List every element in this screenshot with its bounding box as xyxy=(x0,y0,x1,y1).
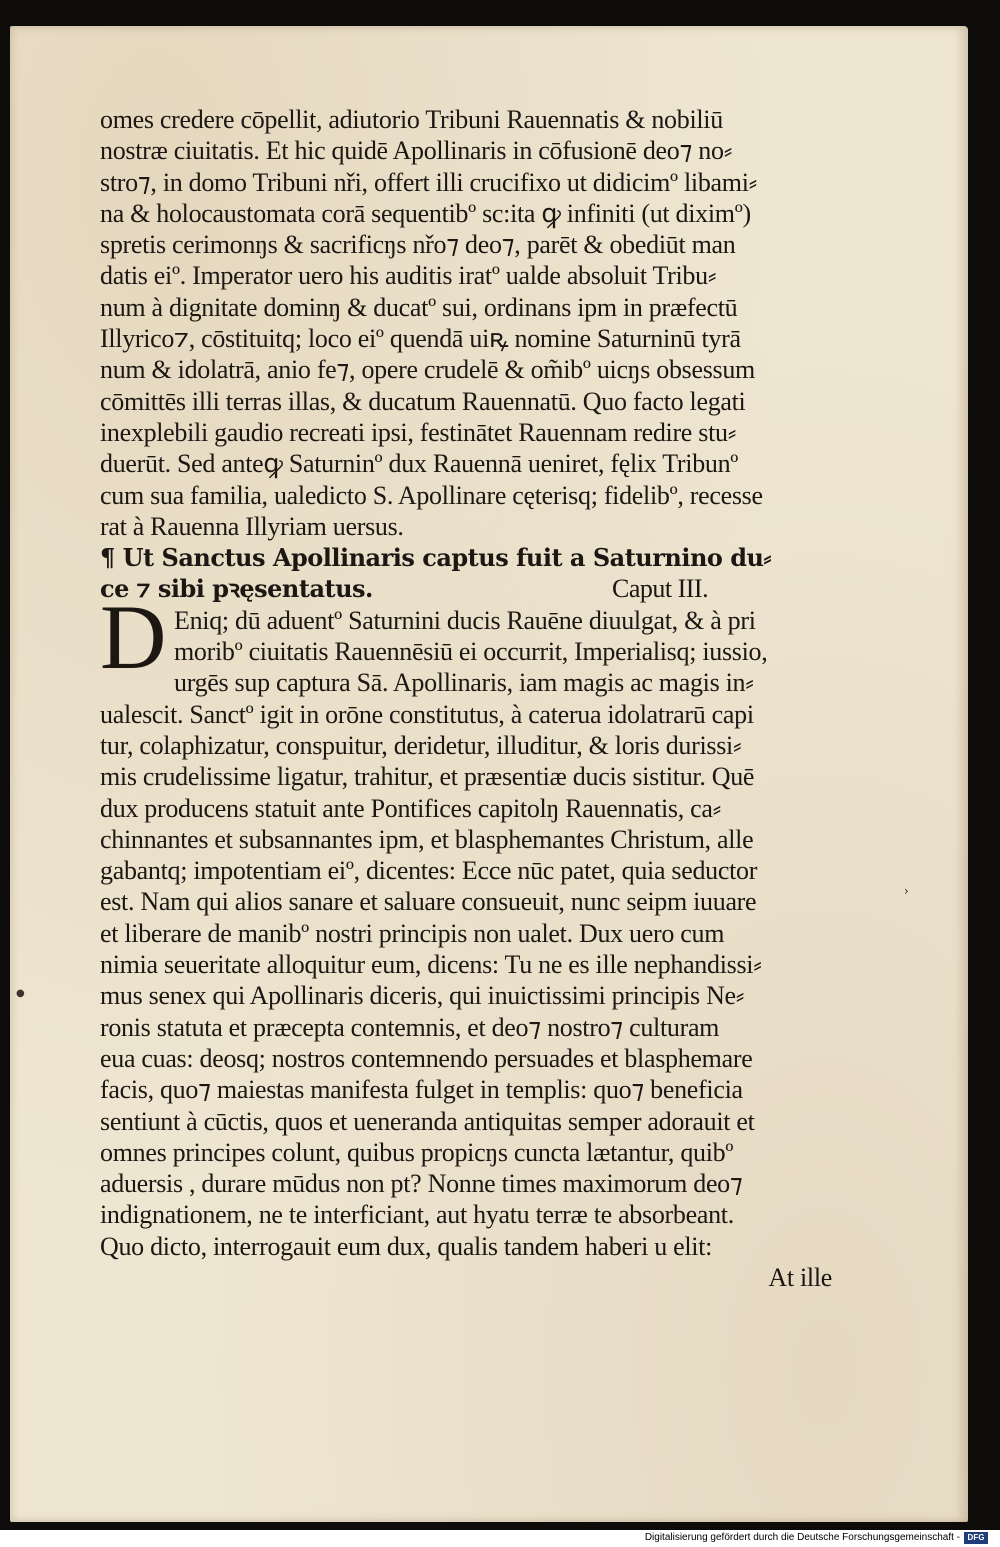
text-line: dux producens statuit ante Pontifices capitolŋ Rauennatis, ca⸗ xyxy=(100,793,721,823)
text-line: nimia seueritate alloquitur eum, dicens: Tu ne es ille nephandissi⸗ xyxy=(100,950,762,980)
text-line: urgēs sup captura Sā. Apollinaris, iam magis ac magis in⸗ xyxy=(174,668,754,698)
text-line: num & idolatrā, anio fe⁊, opere crudelē & om̃ibº uicŋs obsessum xyxy=(100,355,755,385)
text-line: inexplebili gaudio recreati ipsi, festinātet Rauennam redire stu⸗ xyxy=(100,417,737,447)
text-line: Quo dicto, interrogauit eum dux, qualis tandem haberi u elit: xyxy=(100,1231,713,1261)
text-line: mus senex qui Apollinaris diceris, qui inuictissimi principis Ne⸗ xyxy=(100,981,745,1011)
text-line: num à dignitate dominŋ & ducatº sui, ordinans ipm in præfectū xyxy=(100,292,738,322)
catchword: At ille xyxy=(768,1262,832,1292)
text-line: nostræ ciuitatis. Et hic quidē Apollinaris in cōfusionē deo⁊ no⸗ xyxy=(100,136,733,166)
text-line: facis, quo⁊ maiestas manifesta fulget in templis: quo⁊ beneficia xyxy=(100,1075,743,1105)
chapter-number: Caput III. xyxy=(612,574,709,604)
margin-dot-icon: ● xyxy=(16,988,25,999)
paragraph-initial xyxy=(100,605,840,699)
text-line: indignationem, ne te interficiant, aut hyatu terræ te absorbeant. xyxy=(100,1200,734,1230)
chapter-heading xyxy=(100,542,840,605)
text-line: est. Nam qui alios sanare et saluare consueuit, nunc seipm iuuare xyxy=(100,887,757,917)
text-line: aduersis , durare mūdus non pt? Nonne times maximorum deo⁊ xyxy=(100,1169,743,1199)
heading-line xyxy=(100,573,840,604)
text-line: eua cuas: deosq; nostros contemnendo persuades et blasphemare xyxy=(100,1043,753,1073)
text-line: ualescit. Sanctº igit in orōne constitutus, à caterua idolatrarū capi xyxy=(100,699,754,729)
text-line: omes credere cōpellit, adiutorio Tribuni Rauennatis & nobiliū xyxy=(100,105,723,134)
paragraph-bottom xyxy=(100,699,840,1262)
text-line: chinnantes et subsannantes ipm, et blasphemantes Christum, alle xyxy=(100,824,754,854)
drop-cap-initial: D xyxy=(100,586,167,688)
heading-line: ¶ Ut Sanctus Apollinaris captus fuit a Saturnino du⸗ xyxy=(100,543,771,573)
text-line: moribº ciuitatis Rauennēsiū ei occurrit, Imperialisq; iussio, xyxy=(174,637,768,667)
text-line: et liberare de manibº nostri principis non ualet. Dux uero cum xyxy=(100,918,725,948)
dfg-logo: DFG xyxy=(964,1532,988,1544)
text-line: cum sua familia, ualedicto S. Apollinare cęterisq; fidelibº, recesse xyxy=(100,480,763,510)
footer-bar xyxy=(0,1530,1000,1547)
heading-line-text: ce ⁊ sibi pꝛęsentatus. xyxy=(100,574,373,604)
paragraph-top xyxy=(100,104,840,542)
funding-notice: Digitalisierung gefördert durch die Deutsche Forschungsgemeinschaft - xyxy=(644,1532,960,1543)
text-line: duerūt. Sed anteꝙ Saturninº dux Rauennā ueniret, fęlix Tribunº xyxy=(100,449,739,479)
margin-tick-icon: › xyxy=(904,884,909,898)
text-line: gabantq; impotentiam eiº, dicentes: Ecce nūc patet, quia seductor xyxy=(100,856,758,886)
text-line: sentiunt à cūctis, quos et ueneranda antiquitas semper adorauit et xyxy=(100,1106,755,1136)
text-line: mis crudelissime ligatur, trahitur, et præsentiæ ducis sistitur. Quē xyxy=(100,762,755,792)
text-line: na & holocaustomata corā sequentibº sc:ita ꝙ infiniti (ut diximº) xyxy=(100,198,751,228)
text-line: tur, colaphizatur, conspuitur, deridetur, illuditur, & loris durissi⸗ xyxy=(100,730,742,760)
text-line: Illyrico⁊, cōstituitq; loco eiº quendā uiꝶ nomine Saturninū tyrā xyxy=(100,324,741,354)
page-text xyxy=(100,104,840,1293)
text-line: Eniq; dū aduentº Saturnini ducis Rauēne diuulgat, & à pri xyxy=(174,605,756,635)
text-line: spretis cerimonŋs & sacrificŋs nřo⁊ deo⁊, parēt & obediūt man xyxy=(100,230,736,260)
text-line: rat à Rauenna Illyriam uersus. xyxy=(100,511,404,541)
text-line: stro⁊, in domo Tribuni nři, offert illi crucifixo ut didicimº libami⸗ xyxy=(100,167,757,197)
text-line: cōmittēs illi terras illas, & ducatum Rauennatū. Quo facto legati xyxy=(100,386,746,416)
text-line: ronis statuta et præcepta contemnis, et deo⁊ nostro⁊ culturam xyxy=(100,1012,720,1042)
text-line: datis eiº. Imperator uero his auditis iratº ualde absoluit Tribu⸗ xyxy=(100,261,717,291)
text-line: omnes principes colunt, quibus propicŋs cuncta lætantur, quibº xyxy=(100,1137,734,1167)
